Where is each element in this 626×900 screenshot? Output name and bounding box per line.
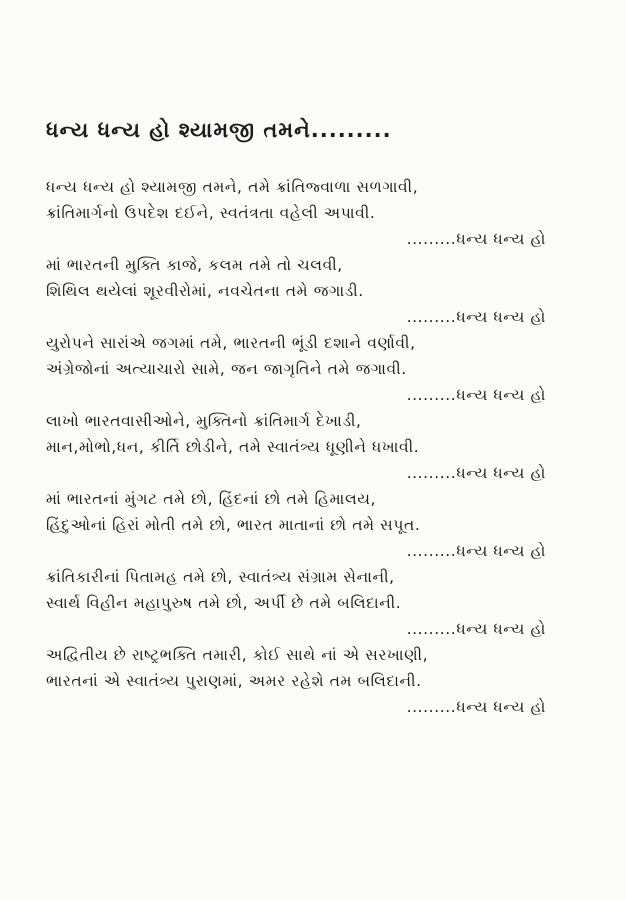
refrain-line: .........ધન્ય ધન્ય હો bbox=[406, 386, 546, 404]
poem-line: ભારતનાં એ સ્વાતંત્ર્ય પુરાણમાં, અમર રહેશે તમ બલિદાની. bbox=[46, 672, 422, 690]
stanza bbox=[46, 564, 546, 642]
stanza bbox=[46, 408, 546, 486]
refrain-line: .........ધન્ય ધન્ય હો bbox=[406, 308, 546, 326]
stanza bbox=[46, 642, 546, 720]
poem-title: ધન્ય ધન્ય હો શ્યામજી તમને......... bbox=[46, 118, 392, 142]
poem-line: ક્રાંતિકારીનાં પિતામહ તમે છો, સ્વાતંત્ર્ય સંગ્રામ સેનાની, bbox=[46, 568, 395, 586]
refrain-line: .........ધન્ય ધન્ય હો bbox=[406, 464, 546, 482]
poem-line: હિંદુઓનાં હિરાં મોતી તમે છો, ભારત માતાનાં છો તમે સપૂત. bbox=[46, 516, 421, 534]
poem-line: માં ભારતની મુક્તિ કાજે, કલમ તમે તો ચલવી, bbox=[46, 256, 343, 274]
poem-line: સ્વાર્થ વિહીન મહાપુરુષ તમે છો, અર્પી છે તમે બલિદાની. bbox=[46, 594, 402, 612]
refrain-line: .........ધન્ય ધન્ય હો bbox=[406, 620, 546, 638]
refrain-line: .........ધન્ય ધન્ય હો bbox=[406, 230, 546, 248]
stanza bbox=[46, 174, 546, 252]
stanza bbox=[46, 486, 546, 564]
poem-line: માં ભારતનાં મુંગટ તમે છો, હિંદનાં છો તમે હિમાલય, bbox=[46, 490, 377, 508]
refrain-line: .........ધન્ય ધન્ય હો bbox=[406, 698, 546, 716]
poem-line: લાખો ભારતવાસીઓને, મુક્તિનો ક્રાંતિમાર્ગ દેખાડી, bbox=[46, 412, 362, 430]
refrain-line: .........ધન્ય ધન્ય હો bbox=[406, 542, 546, 560]
poem-line: યુરોપને સારાંએ જગમાં તમે, ભારતની ભૂંડી દશાને વર્ણાવી, bbox=[46, 334, 416, 352]
stanza bbox=[46, 330, 546, 408]
poem-line: માન,મોભો,ધન, કીર્તિ છોડીને, તમે સ્વાતંત્ર્ય ધૂણીને ધખાવી. bbox=[46, 438, 420, 456]
poem-line: ક્રાંતિમાર્ગનો ઉપદેશ દઈને, સ્વતંત્રતા વહેલી અપાવી. bbox=[46, 204, 376, 222]
poem-body bbox=[46, 174, 546, 720]
poem-line: ધન્ય ધન્ય હો શ્યામજી તમને, તમે ક્રાંતિજ્વાળા સળગાવી, bbox=[46, 178, 419, 196]
poem-line: અદ્વિતીય છે રાષ્ટ્રભક્તિ તમારી, કોઈ સાથે નાં એ સરખાણી, bbox=[46, 646, 429, 664]
poem-line: અંગ્રેજોનાં અત્યાચારો સામે, જન જાગૃતિને તમે જગાવી. bbox=[46, 360, 407, 378]
stanza bbox=[46, 252, 546, 330]
poem-line: શિથિલ થયેલાં શૂરવીરોમાં, નવચેતના તમે જગાડી. bbox=[46, 282, 364, 300]
